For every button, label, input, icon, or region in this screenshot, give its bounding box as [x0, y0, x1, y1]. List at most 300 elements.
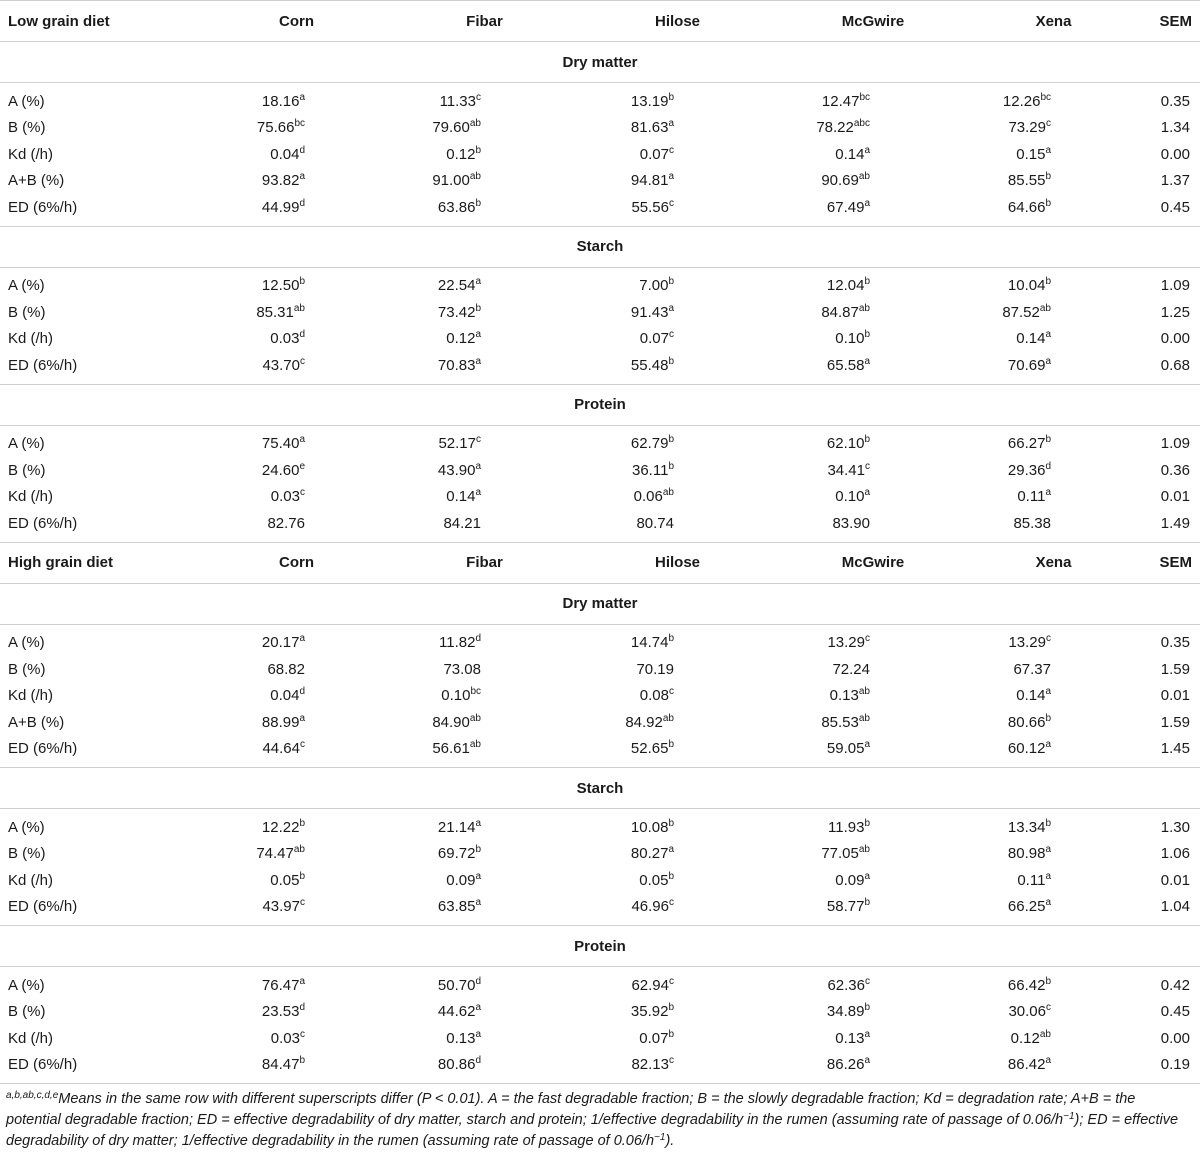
footnote-exponent-2: −1: [654, 1132, 666, 1143]
table-row: [0, 967, 1200, 999]
cell-superscript: b: [299, 276, 305, 288]
value-cell: [972, 1052, 1135, 1084]
sem-cell: 1.37: [1160, 172, 1190, 190]
column-header-fibar: Fibar: [388, 542, 581, 583]
cell-value: 80.74: [636, 514, 674, 532]
cell-superscript: e: [299, 460, 305, 472]
cell-value: 0.08: [639, 687, 669, 705]
value-cell: [581, 168, 774, 195]
value-cell: [581, 326, 774, 353]
cell-value: 93.82: [261, 172, 300, 190]
footnote-text-1: Means in the same row with different superscripts differ (P < 0.01). A = the fast degradable fraction; B = the slowly degradable fraction; Kd = degradation rate; A+B = the potential degradable fraction; ED = effective degradability of dry matter, starch and protein; 1/effective degradability in the rumen (assuming rate of passage of 0.06/h: [6, 1091, 1136, 1128]
value-cell: [774, 841, 972, 868]
cell-superscript: a: [1045, 897, 1051, 909]
cell-value: 83.90: [832, 514, 870, 532]
diet-title: High grain diet: [0, 542, 205, 583]
cell-superscript: b: [475, 302, 481, 314]
cell-value: 58.77: [826, 898, 865, 916]
table-row: [0, 841, 1200, 868]
value-cell: [581, 736, 774, 768]
value-cell: [581, 510, 774, 542]
table-row: [0, 484, 1200, 511]
cell-value: 46.96: [631, 898, 669, 916]
cell-superscript: c: [476, 91, 481, 103]
value-cell: [972, 894, 1135, 926]
cell-value: 94.81: [630, 172, 669, 190]
cell-superscript: b: [299, 870, 305, 882]
table-row: [0, 267, 1200, 299]
cell-value: 14.74: [630, 634, 669, 652]
cell-superscript: a: [864, 487, 870, 499]
column-header-fibar: Fibar: [388, 1, 581, 42]
cell-superscript: b: [668, 355, 674, 367]
value-cell: [972, 967, 1135, 999]
cell-superscript: a: [668, 171, 674, 183]
row-label: A (%): [8, 277, 45, 295]
cell-value: 43.70: [262, 356, 300, 374]
cell-superscript: b: [668, 1002, 674, 1014]
value-cell: [581, 484, 774, 511]
sem-cell: 0.00: [1160, 330, 1190, 348]
value-cell: [581, 967, 774, 999]
value-cell: [972, 809, 1135, 841]
cell-superscript: c: [865, 633, 870, 645]
value-cell: [972, 352, 1135, 384]
value-cell: [774, 894, 972, 926]
sem-cell: 0.45: [1135, 194, 1200, 226]
value-cell: [205, 967, 388, 999]
cell-superscript: b: [475, 844, 481, 856]
cell-value: 12.47: [821, 92, 860, 110]
cell-superscript: b: [864, 817, 870, 829]
cell-value: 13.34: [1007, 818, 1046, 836]
table-row: [0, 894, 1200, 926]
table-row: [0, 867, 1200, 894]
cell-value: 0.05: [270, 871, 300, 889]
cell-superscript: c: [300, 897, 305, 909]
value-cell: [774, 1052, 972, 1084]
cell-value: 0.12: [1010, 1029, 1040, 1047]
cell-value: 84.90: [432, 713, 470, 731]
row-label: B (%): [8, 660, 46, 678]
row-label: A (%): [8, 92, 45, 110]
value-cell: [205, 267, 388, 299]
cell-superscript: a: [1045, 870, 1051, 882]
cell-value: 0.03: [270, 330, 300, 348]
cell-value: 44.62: [437, 1003, 476, 1021]
column-header-xena: Xena: [972, 1, 1135, 42]
cell-superscript: ab: [858, 302, 870, 314]
table-row: [0, 656, 1200, 683]
section-header-row: [0, 768, 1200, 809]
cell-value: 87.52: [1002, 303, 1040, 321]
sem-cell: 1.06: [1160, 845, 1190, 863]
value-cell: [972, 709, 1135, 736]
value-cell: [581, 141, 774, 168]
cell-superscript: a: [864, 870, 870, 882]
value-cell: [205, 510, 388, 542]
value-cell: [581, 867, 774, 894]
cell-value: 0.12: [446, 145, 476, 163]
cell-superscript: c: [669, 897, 674, 909]
cell-superscript: c: [1046, 1002, 1051, 1014]
value-cell: [581, 425, 774, 457]
cell-superscript: c: [669, 1055, 674, 1067]
value-cell: [972, 194, 1135, 226]
cell-value: 52.17: [438, 435, 476, 453]
sem-cell: 1.59: [1160, 713, 1190, 731]
cell-value: 21.14: [437, 818, 476, 836]
value-cell: [774, 457, 972, 484]
value-cell: [581, 999, 774, 1026]
value-cell: [972, 624, 1135, 656]
cell-value: 70.69: [1007, 356, 1046, 374]
value-cell: [774, 510, 972, 542]
value-cell: [774, 425, 972, 457]
value-cell: [581, 709, 774, 736]
sem-cell: 1.45: [1135, 736, 1200, 768]
cell-value: 0.04: [270, 687, 300, 705]
cell-superscript: b: [668, 276, 674, 288]
cell-value: 29.36: [1007, 461, 1046, 479]
cell-superscript: b: [668, 1028, 674, 1040]
value-cell: [972, 656, 1135, 683]
sem-cell: 1.25: [1160, 303, 1190, 321]
cell-superscript: ab: [469, 739, 481, 751]
section-title: Protein: [0, 926, 1200, 967]
cell-superscript: c: [300, 1028, 305, 1040]
cell-value: 82.13: [631, 1056, 669, 1074]
value-cell: [205, 484, 388, 511]
cell-superscript: b: [864, 1002, 870, 1014]
cell-value: 84.47: [261, 1056, 300, 1074]
value-cell: [205, 141, 388, 168]
sem-cell: 0.36: [1160, 461, 1190, 479]
cell-value: 66.42: [1007, 976, 1046, 994]
value-cell: [205, 999, 388, 1026]
cell-superscript: b: [299, 1055, 305, 1067]
cell-superscript: a: [864, 1028, 870, 1040]
value-cell: [205, 841, 388, 868]
cell-value: 82.76: [267, 514, 305, 532]
cell-value: 72.24: [832, 660, 870, 678]
cell-superscript: bc: [470, 686, 481, 698]
cell-superscript: a: [1045, 329, 1051, 341]
cell-superscript: a: [475, 870, 481, 882]
value-cell: [388, 141, 581, 168]
cell-superscript: ab: [469, 712, 481, 724]
row-label: ED (6%/h): [0, 736, 205, 768]
cell-value: 12.50: [261, 277, 300, 295]
cell-superscript: ab: [858, 712, 870, 724]
cell-superscript: a: [1045, 844, 1051, 856]
value-cell: [581, 841, 774, 868]
cell-superscript: d: [299, 144, 305, 156]
value-cell: [774, 115, 972, 142]
value-cell: [581, 894, 774, 926]
value-cell: [388, 457, 581, 484]
value-cell: [972, 736, 1135, 768]
cell-superscript: c: [669, 197, 674, 209]
table-row: [0, 683, 1200, 710]
cell-superscript: b: [668, 817, 674, 829]
value-cell: [581, 352, 774, 384]
row-label: A (%): [8, 818, 45, 836]
cell-value: 0.15: [1016, 145, 1046, 163]
cell-superscript: a: [299, 171, 305, 183]
value-cell: [774, 967, 972, 999]
cell-value: 68.82: [267, 660, 305, 678]
cell-superscript: ab: [469, 171, 481, 183]
row-label: A (%): [8, 634, 45, 652]
cell-superscript: b: [864, 276, 870, 288]
cell-superscript: ab: [293, 302, 305, 314]
cell-value: 62.79: [630, 435, 669, 453]
cell-superscript: b: [1045, 817, 1051, 829]
cell-value: 69.72: [437, 845, 476, 863]
cell-value: 18.16: [261, 92, 300, 110]
value-cell: [388, 83, 581, 115]
table-row: [0, 736, 1200, 768]
cell-value: 56.61: [432, 740, 470, 758]
value-cell: [388, 967, 581, 999]
column-header-corn: Corn: [205, 542, 388, 583]
value-cell: [388, 867, 581, 894]
cell-value: 80.66: [1007, 713, 1046, 731]
cell-value: 85.31: [256, 303, 294, 321]
cell-value: 75.40: [261, 435, 300, 453]
value-cell: [774, 683, 972, 710]
cell-superscript: a: [475, 487, 481, 499]
cell-superscript: b: [299, 817, 305, 829]
cell-value: 0.14: [1016, 330, 1046, 348]
value-cell: [972, 83, 1135, 115]
sem-cell: 0.01: [1160, 488, 1190, 506]
diet-header-row: [0, 542, 1200, 583]
row-label: ED (6%/h): [0, 194, 205, 226]
cell-superscript: a: [475, 1028, 481, 1040]
cell-value: 20.17: [261, 634, 300, 652]
row-label: B (%): [8, 845, 46, 863]
footnote-text-3: ).: [665, 1133, 675, 1149]
row-label: ED (6%/h): [0, 510, 205, 542]
cell-superscript: d: [475, 633, 481, 645]
value-cell: [388, 624, 581, 656]
cell-superscript: ab: [858, 844, 870, 856]
cell-value: 80.98: [1007, 845, 1046, 863]
cell-value: 62.10: [826, 435, 865, 453]
cell-superscript: ab: [469, 118, 481, 130]
cell-superscript: a: [668, 844, 674, 856]
value-cell: [581, 115, 774, 142]
value-cell: [972, 999, 1135, 1026]
cell-value: 11.82: [439, 634, 476, 652]
table-row: [0, 457, 1200, 484]
cell-superscript: b: [1045, 171, 1051, 183]
value-cell: [774, 867, 972, 894]
cell-superscript: c: [1046, 633, 1051, 645]
cell-value: 55.48: [630, 356, 669, 374]
value-cell: [581, 624, 774, 656]
cell-value: 77.05: [821, 845, 859, 863]
cell-value: 34.41: [827, 461, 865, 479]
cell-superscript: d: [475, 1055, 481, 1067]
section-header-row: [0, 42, 1200, 83]
cell-superscript: a: [668, 302, 674, 314]
cell-value: 0.06: [633, 488, 663, 506]
cell-superscript: b: [668, 91, 674, 103]
cell-value: 0.09: [835, 871, 865, 889]
value-cell: [388, 115, 581, 142]
section-title: Protein: [0, 384, 1200, 425]
sem-cell: 0.68: [1135, 352, 1200, 384]
value-cell: [388, 194, 581, 226]
cell-superscript: b: [1045, 975, 1051, 987]
cell-value: 86.42: [1007, 1056, 1046, 1074]
cell-superscript: b: [1045, 712, 1051, 724]
cell-superscript: d: [475, 975, 481, 987]
value-cell: [205, 352, 388, 384]
section-title: Dry matter: [0, 583, 1200, 624]
table-row: [0, 299, 1200, 326]
cell-value: 0.13: [835, 1029, 865, 1047]
cell-superscript: b: [475, 197, 481, 209]
table-row: [0, 83, 1200, 115]
cell-superscript: ab: [293, 844, 305, 856]
column-header-sem: SEM: [1135, 542, 1200, 583]
cell-value: 73.29: [1008, 119, 1046, 137]
column-header-sem: SEM: [1135, 1, 1200, 42]
cell-value: 30.06: [1008, 1003, 1046, 1021]
cell-superscript: a: [475, 276, 481, 288]
cell-value: 84.21: [443, 514, 481, 532]
sem-cell: 0.00: [1160, 145, 1190, 163]
cell-value: 74.47: [256, 845, 294, 863]
value-cell: [581, 683, 774, 710]
footnote-exponent-1: −1: [1063, 1111, 1075, 1122]
value-cell: [581, 457, 774, 484]
value-cell: [774, 809, 972, 841]
cell-superscript: c: [669, 144, 674, 156]
value-cell: [774, 267, 972, 299]
value-cell: [205, 1025, 388, 1052]
value-cell: [774, 999, 972, 1026]
value-cell: [581, 194, 774, 226]
cell-superscript: d: [299, 1002, 305, 1014]
cell-value: 0.09: [446, 871, 476, 889]
cell-superscript: a: [864, 1055, 870, 1067]
cell-value: 70.83: [437, 356, 476, 374]
value-cell: [972, 457, 1135, 484]
value-cell: [774, 299, 972, 326]
value-cell: [774, 1025, 972, 1052]
cell-superscript: a: [864, 739, 870, 751]
cell-superscript: bc: [1040, 91, 1051, 103]
row-label: ED (6%/h): [0, 1052, 205, 1084]
cell-superscript: a: [864, 144, 870, 156]
cell-value: 86.26: [826, 1056, 865, 1074]
value-cell: [972, 141, 1135, 168]
value-cell: [972, 683, 1135, 710]
table-row: [0, 1052, 1200, 1084]
row-label: ED (6%/h): [0, 352, 205, 384]
cell-value: 91.00: [432, 172, 470, 190]
row-label: A+B (%): [8, 172, 65, 190]
cell-superscript: a: [299, 91, 305, 103]
cell-superscript: b: [668, 870, 674, 882]
sem-cell: 0.01: [1160, 687, 1190, 705]
cell-value: 24.60: [261, 461, 300, 479]
value-cell: [388, 709, 581, 736]
cell-value: 76.47: [261, 976, 300, 994]
value-cell: [774, 656, 972, 683]
table-footnote: [0, 1084, 1200, 1152]
value-cell: [581, 1052, 774, 1084]
cell-value: 67.49: [826, 198, 865, 216]
column-header-mcgwire: McGwire: [774, 1, 972, 42]
row-label: Kd (/h): [8, 145, 54, 163]
cell-superscript: d: [299, 329, 305, 341]
table-row: [0, 326, 1200, 353]
column-header-mcgwire: McGwire: [774, 542, 972, 583]
table-row: [0, 624, 1200, 656]
sem-cell: 1.30: [1160, 818, 1190, 836]
table-row: [0, 352, 1200, 384]
section-header-row: [0, 226, 1200, 267]
cell-value: 85.55: [1007, 172, 1046, 190]
table-row: [0, 115, 1200, 142]
value-cell: [581, 267, 774, 299]
value-cell: [205, 809, 388, 841]
value-cell: [581, 809, 774, 841]
sem-cell: 1.49: [1135, 510, 1200, 542]
cell-superscript: bc: [859, 91, 870, 103]
sem-cell: 0.35: [1160, 634, 1190, 652]
cell-superscript: a: [475, 817, 481, 829]
value-cell: [581, 83, 774, 115]
value-cell: [972, 115, 1135, 142]
cell-value: 75.66: [256, 119, 295, 137]
cell-value: 34.89: [826, 1003, 865, 1021]
table-row: [0, 709, 1200, 736]
cell-value: 0.07: [639, 330, 669, 348]
cell-value: 78.22: [816, 119, 854, 137]
cell-value: 81.63: [630, 119, 669, 137]
cell-value: 63.85: [437, 898, 476, 916]
value-cell: [388, 656, 581, 683]
value-cell: [581, 656, 774, 683]
value-cell: [774, 709, 972, 736]
cell-value: 80.86: [437, 1056, 476, 1074]
value-cell: [388, 736, 581, 768]
cell-value: 13.29: [1008, 634, 1046, 652]
cell-superscript: b: [864, 897, 870, 909]
cell-value: 79.60: [432, 119, 470, 137]
cell-superscript: c: [669, 686, 674, 698]
cell-superscript: b: [668, 434, 674, 446]
value-cell: [388, 894, 581, 926]
cell-value: 43.97: [262, 898, 300, 916]
sem-cell: 0.00: [1160, 1029, 1190, 1047]
value-cell: [205, 425, 388, 457]
cell-value: 12.22: [261, 818, 300, 836]
cell-value: 52.65: [630, 740, 669, 758]
value-cell: [388, 841, 581, 868]
table-row: [0, 999, 1200, 1026]
cell-superscript: a: [1045, 1055, 1051, 1067]
cell-value: 0.07: [639, 145, 669, 163]
cell-superscript: b: [864, 434, 870, 446]
